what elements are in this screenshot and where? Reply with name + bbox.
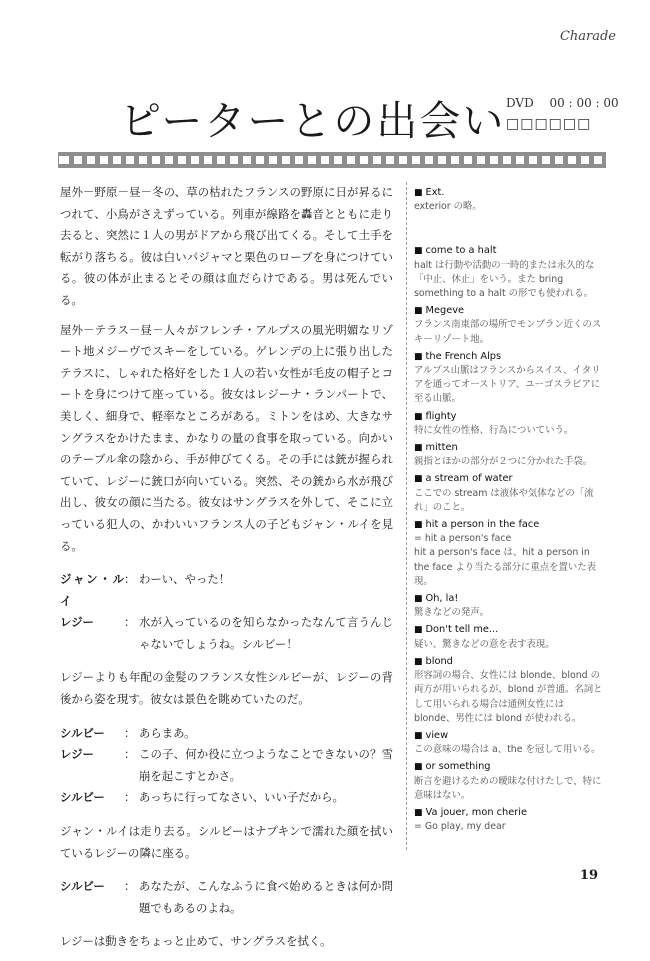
dialog-text: わーい、やった！ bbox=[139, 572, 231, 587]
glossary-term: Va jouer, mon cherie bbox=[425, 806, 528, 818]
glossary-term: come to a halt bbox=[425, 245, 497, 257]
glossary-definition: 驚きなどの発声。 bbox=[414, 607, 490, 619]
square-bullet-icon: ■ bbox=[414, 188, 423, 198]
speaker-name: レジー bbox=[60, 615, 94, 630]
square-bullet-icon: ■ bbox=[414, 246, 423, 257]
dialog-line bbox=[60, 787, 393, 809]
scene-paragraph: レジーは動きをちょっと止めて、サングラスを拭く。 bbox=[60, 934, 332, 949]
glossary-definition: 断言を避けるための曖昧な付けたしで、特に意味はない。 bbox=[414, 775, 602, 801]
glossary-term: Megeve bbox=[425, 305, 465, 317]
dialog-text: あっちに行ってなさい、いい子だから。 bbox=[139, 790, 344, 805]
glossary-term: view bbox=[425, 729, 449, 741]
glossary-entry bbox=[414, 729, 604, 757]
dialog-text: 水が入っているのを知らなかったなんて言うんじゃないでしょうね。シルビー！ bbox=[139, 615, 393, 651]
square-bullet-icon: ■ bbox=[414, 656, 423, 667]
dialog-line bbox=[60, 876, 393, 919]
square-bullet-icon: ■ bbox=[414, 625, 423, 636]
glossary-entry bbox=[414, 760, 604, 803]
scene-paragraph: 屋外－野原－昼－冬の、草の枯れたフランスの野原に日が昇るにつれて、小鳥がさえずっている。列車が線路を轟音とともに走り去ると、突然に１人の男がドアから飛び出てくる。そして土手を転がり落ちる。彼は白いパジャマと栗色のローブを身につけている。彼の体が止まるとその顔は血だらけである。男は死んでいる。 bbox=[60, 185, 393, 307]
dialog-block bbox=[60, 876, 393, 919]
glossary-entry bbox=[414, 806, 604, 834]
glossary-definition: ここでの stream は液体や気体などの「流れ」のこと。 bbox=[414, 487, 594, 513]
glossary-entry bbox=[414, 186, 604, 214]
glossary-entry bbox=[414, 350, 604, 407]
speaker-name: ジャン・ルイ bbox=[60, 572, 124, 608]
glossary-term: a stream of water bbox=[425, 473, 513, 485]
dialog-line bbox=[60, 569, 393, 612]
dialog-colon: ： bbox=[124, 615, 136, 630]
dialog-colon: ： bbox=[124, 879, 136, 894]
square-bullet-icon: ■ bbox=[414, 306, 423, 317]
page-number: 19 bbox=[579, 868, 598, 883]
square-bullet-icon: ■ bbox=[414, 594, 423, 605]
square-bullet-icon: ■ bbox=[414, 443, 423, 454]
scene-paragraph: ジャン・ルイは走り去る。シルビーはナプキンで濡れた顔を拭いているレジーの隣に座る。 bbox=[60, 824, 393, 860]
dialog-colon: ： bbox=[124, 572, 136, 587]
speaker-name: レジー bbox=[60, 747, 94, 762]
glossary-term: blond bbox=[425, 655, 453, 667]
script-column bbox=[60, 182, 393, 961]
glossary-entry bbox=[414, 592, 604, 620]
square-bullet-icon: ■ bbox=[414, 807, 423, 818]
dialog-line bbox=[60, 723, 393, 745]
dialog-text: あらまあ。 bbox=[139, 725, 196, 740]
glossary-term: hit a person in the face bbox=[425, 519, 540, 531]
square-bullet-icon: ■ bbox=[414, 520, 423, 531]
square-bullet-icon: ■ bbox=[414, 351, 423, 362]
square-bullet-icon: ■ bbox=[414, 762, 423, 773]
glossary-definition: = Go play, my dear bbox=[414, 821, 506, 833]
glossary-definition: 特に女性の性格、行為についていう。 bbox=[414, 424, 574, 436]
glossary-definition: 疑い、驚きなどの意を表す表現。 bbox=[414, 638, 555, 650]
dvd-timecode: DVD 00 : 00 : 00 bbox=[506, 96, 619, 110]
square-bullet-icon: ■ bbox=[414, 730, 423, 741]
glossary-definition: この意味の場合は a、the を冠して用いる。 bbox=[414, 744, 601, 756]
glossary-term: Ext. bbox=[425, 187, 445, 198]
dialog-line bbox=[60, 744, 393, 787]
glossary-entry bbox=[414, 518, 604, 589]
glossary-entry bbox=[414, 304, 604, 347]
glossary-definition: 親指とほかの部分が２つに分かれた手袋。 bbox=[414, 456, 593, 468]
speaker-name: シルビー bbox=[60, 790, 105, 805]
dialog-text: あなたが、こんなふうに食べ始めるときは何か問題でもあるのよね。 bbox=[139, 879, 393, 915]
dialog-line bbox=[60, 612, 393, 655]
dialog-block bbox=[60, 569, 393, 655]
scene-paragraph: レジーよりも年配の金髪のフランス女性シルビーが、レジーの背後から姿を現す。彼女は景色を眺めていたのだ。 bbox=[60, 670, 393, 707]
glossary-entry bbox=[414, 623, 604, 651]
brand-logo-text: Charade bbox=[559, 29, 616, 44]
glossary-entry bbox=[414, 472, 604, 515]
dialog-colon: ： bbox=[124, 747, 136, 762]
glossary-definition: halt は行動や活動の一時的または永久的な「中止、休止」をいう。また bring something to a halt の形でも使われる。 bbox=[414, 259, 595, 300]
column-divider bbox=[406, 182, 407, 850]
dialog-block bbox=[60, 723, 393, 809]
glossary-definition: アルプス山脈はフランスからスイス、イタリアを通ってオーストリア、ユーゴスラビアに至る山脈。 bbox=[414, 365, 601, 405]
speaker-name: シルビー bbox=[60, 725, 105, 740]
glossary-term: or something bbox=[425, 761, 491, 773]
scene-paragraph: 屋外－テラス－昼－人々がフレンチ・アルプスの風光明媚なリゾート地メジーヴでスキーをしている。ゲレンデの上に張り出したテラスに、しゃれた格好をした１人の若い女性が毛皮の帽子とコートを身につけて座っている。彼女はレジーナ・ランパートで、美しく、細身で、軽率なところがある。ミトンをはめ、大きなサングラスをかけたまま、かなりの量の食事を取っている。向かいのテーブル傘の陰から、手が伸びてくる。その手には銃が握られていて、レジーに銃口が向いている。突然、その銃から水が飛び出し、彼女の顔に当たる。彼女はサングラスを外して、そこに立っている犯人の、かわいいフランス人の子どもジャン・ルイを見る。 bbox=[60, 322, 393, 553]
glossary-definition: exterior の略。 bbox=[414, 201, 482, 213]
chapter-checkboxes: □□□□□□ bbox=[506, 116, 592, 132]
square-bullet-icon: ■ bbox=[414, 474, 423, 485]
glossary-term: the French Alps bbox=[425, 350, 502, 362]
glossary-entry bbox=[414, 244, 604, 301]
speaker-name: シルビー bbox=[60, 879, 105, 894]
dialog-colon: ： bbox=[124, 725, 136, 740]
glossary-entry bbox=[414, 655, 604, 726]
glossary-definition: フランス南東部の場所でモンブラン近くのスキーリゾート地。 bbox=[414, 319, 602, 345]
glossary-term: Don't tell me... bbox=[425, 624, 499, 636]
film-strip-divider bbox=[58, 152, 606, 168]
glossary-definition: = hit a person's face hit a person's face は、hit a person in the face より当たる部分に重点を置いた表現。 bbox=[414, 533, 596, 587]
page-title: ピーターとの出会い bbox=[120, 97, 506, 145]
square-bullet-icon: ■ bbox=[414, 411, 423, 422]
dialog-colon: ： bbox=[124, 790, 136, 805]
glossary-term: mitten bbox=[425, 442, 458, 454]
glossary-entry bbox=[414, 441, 604, 469]
glossary-definition: 形容詞の場合、女性には blonde、blond の両方が用いられるが、blond が普通。名詞として用いられる場合は通例女性には blonde、男性には blond が使われる。 bbox=[414, 670, 603, 724]
dialog-text: この子、何か役に立つようなことできないの？雪崩を起こすとかさ。 bbox=[139, 747, 393, 783]
glossary-term: flighty bbox=[425, 410, 457, 422]
glossary-column bbox=[414, 186, 604, 837]
glossary-entry bbox=[414, 410, 604, 438]
glossary-term: Oh, la! bbox=[425, 593, 459, 605]
